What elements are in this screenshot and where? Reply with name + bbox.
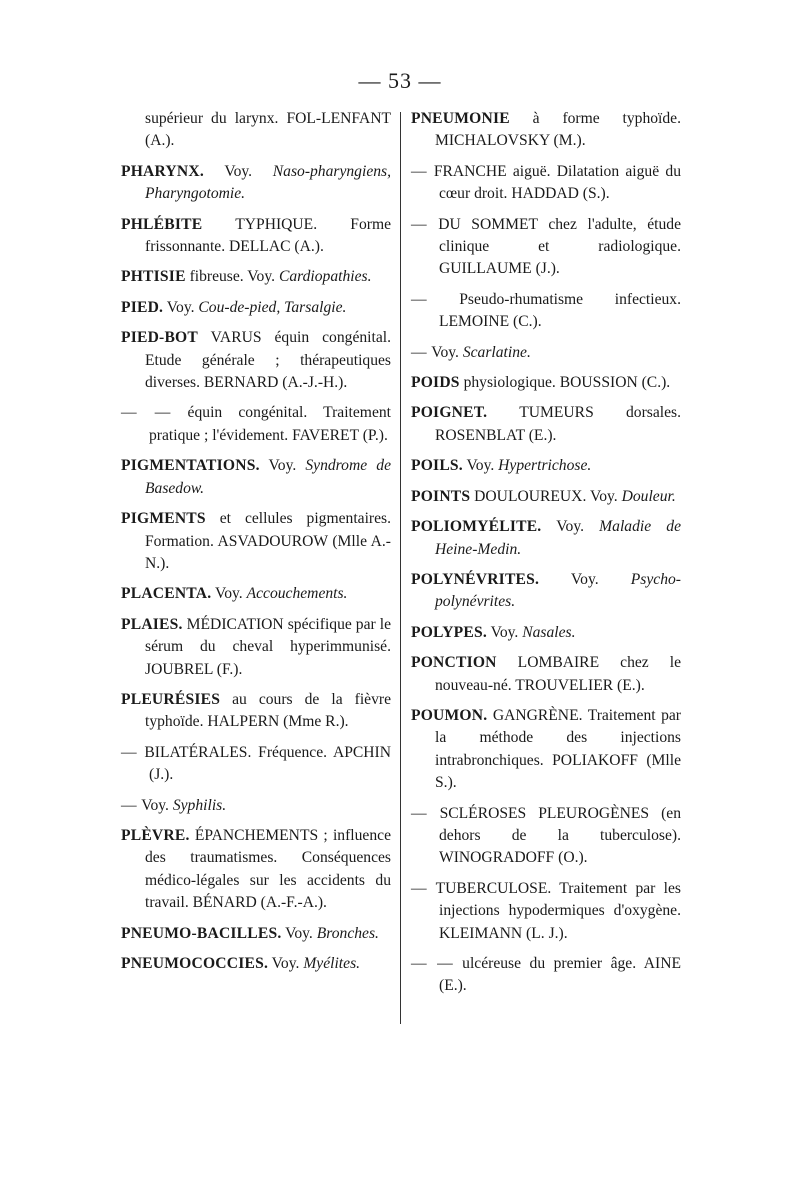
entry-text: Pseudo-rhumatisme infectieux. LEMOINE (C.).: [427, 290, 681, 331]
entry-headword: POUMON.: [411, 706, 488, 724]
repeat-dash: — —: [411, 955, 454, 972]
sub-entry: [121, 402, 391, 447]
entry-text: TUMEURS dorsales. ROSENBLAT (E.).: [435, 404, 681, 444]
entry-headword: PLACENTA.: [121, 585, 212, 603]
entry-text: Voy.: [163, 298, 199, 316]
cross-reference: Scarlatine.: [462, 343, 531, 361]
index-entry: [411, 569, 681, 614]
index-entry: [121, 455, 391, 500]
index-entry: [121, 583, 391, 605]
entry-headword: POIGNET.: [411, 404, 488, 422]
entry-text: TYPHIQUE. Forme frissonnante. DELLAC (A.).: [145, 215, 391, 256]
index-entry: [411, 372, 681, 394]
entry-text: supérieur du larynx. FOL-LENFANT (A.).: [145, 110, 391, 150]
repeat-dash: —: [121, 796, 138, 814]
entry-headword: PNEUMO-BACILLES.: [121, 924, 282, 942]
entry-headword: PLÈVRE.: [121, 826, 190, 844]
entry-text: équin congénital. Traitement pratique ; l'évidement. FAVERET (P.).: [149, 404, 391, 444]
repeat-dash: —: [121, 743, 138, 761]
entry-text: au cours de la fièvre typhoïde. HALPERN (Mme R.).: [145, 690, 391, 731]
entry-text: Voy.: [203, 162, 273, 180]
entry-headword: POLYPES.: [411, 623, 487, 641]
sub-entry: [411, 289, 681, 334]
entry-headword: PHTISIE: [121, 268, 186, 286]
cross-reference: Syphilis.: [172, 796, 227, 814]
cross-reference: Cardiopathies.: [278, 268, 372, 286]
index-entry: [411, 402, 681, 447]
sub-entry: [411, 878, 681, 945]
cross-reference: Psycho-polynévrites.: [435, 570, 681, 611]
entry-text: BILATÉRALES. Fréquence. APCHIN (J.).: [137, 743, 391, 784]
entry-text: Voy.: [268, 955, 304, 972]
entry-headword: PHLÉBITE: [121, 215, 203, 233]
index-entry: [411, 455, 681, 477]
index-entry: [121, 953, 391, 975]
entry-headword: POLIOMYÉLITE.: [411, 518, 542, 536]
page-number: — 53 —: [358, 68, 442, 93]
index-entry: [411, 705, 681, 795]
cross-reference: Accouchements.: [246, 585, 348, 603]
repeat-dash: —: [411, 879, 428, 897]
repeat-dash: —: [411, 804, 428, 822]
entry-text: physiologique. BOUSSION (C.).: [459, 374, 671, 392]
cross-reference: Hypertrichose.: [498, 457, 592, 475]
index-entry: [121, 923, 391, 945]
entry-text: ÉPANCHEMENTS ; influence des traumatismes. Conséquences médico-légales sur les accidents du travail. BÉNARD (A.-F.-A.).: [145, 826, 391, 912]
entry-text: DOULOUREUX. Voy.: [470, 487, 622, 505]
right-column: [411, 108, 681, 1006]
repeat-dash: —: [411, 290, 428, 308]
index-entry: [411, 108, 681, 153]
index-entry: [121, 161, 391, 206]
continued-entry: [121, 108, 391, 153]
repeat-dash: — —: [121, 404, 172, 422]
entry-headword: PONCTION: [411, 654, 497, 672]
entry-text: MÉDICATION spécifique par le sérum du cheval hyperimmunisé. JOUBREL (F.).: [145, 615, 391, 678]
entry-text: Voy.: [541, 518, 600, 536]
index-entry: [411, 486, 681, 508]
entry-text: à forme typhoïde. MICHALOVSKY (M.).: [435, 110, 681, 150]
entry-headword: PLEURÉSIES: [121, 690, 221, 708]
entry-headword: PIGMENTS: [121, 510, 206, 528]
entry-headword: PIGMENTATIONS.: [121, 457, 260, 475]
index-entry: [121, 689, 391, 734]
entry-text: FRANCHE aiguë. Dilatation aiguë du cœur droit. HADDAD (S.).: [427, 162, 681, 203]
entry-text: Voy.: [539, 570, 631, 588]
index-entry: [121, 266, 391, 288]
entry-text: Voy.: [462, 457, 499, 475]
cross-reference: Naso-pharyngiens, Pharyngotomie.: [145, 162, 391, 203]
entry-headword: PIED.: [121, 298, 164, 316]
entry-text: SCLÉROSES PLEUROGÈNES (en dehors de la tuberculose). WINOGRADOFF (O.).: [427, 804, 681, 867]
entry-text: LOMBAIRE chez le nouveau-né. TROUVELIER (E.).: [435, 654, 681, 694]
entry-text: ulcéreuse du premier âge. AINE (E.).: [439, 955, 681, 995]
index-entry: [121, 327, 391, 394]
entry-text: Voy.: [427, 343, 463, 361]
cross-reference: Syndrome de Basedow.: [145, 457, 391, 497]
sub-entry: [411, 214, 681, 281]
index-entry: [121, 214, 391, 259]
repeat-dash: —: [411, 162, 428, 180]
entry-text: Voy.: [137, 796, 173, 814]
entry-headword: POINTS: [411, 487, 471, 505]
sub-entry: [411, 803, 681, 870]
left-column: [121, 108, 391, 983]
sub-entry: [121, 795, 391, 817]
cross-reference: Cou-de-pied, Tarsalgie.: [198, 298, 347, 316]
entry-text: et cellules pigmentaires. Formation. ASVADOUROW (Mlle A.-N.).: [145, 510, 391, 572]
repeat-dash: —: [411, 343, 428, 361]
sub-entry: [121, 742, 391, 787]
cross-reference: Bronches.: [316, 924, 379, 942]
cross-reference: Myélites.: [303, 955, 361, 972]
entry-headword: POIDS: [411, 374, 460, 392]
entry-text: Voy.: [259, 457, 306, 475]
sub-entry: [411, 953, 681, 998]
entry-text: Voy.: [486, 623, 523, 641]
index-entry: [121, 825, 391, 915]
repeat-dash: —: [411, 215, 428, 233]
index-entry: [121, 297, 391, 319]
index-entry: [411, 652, 681, 697]
entry-text: TUBERCULOSE. Traitement par les injections hypodermiques d'oxygène. KLEIMANN (L. J.).: [427, 879, 681, 942]
entry-headword: POLYNÉVRITES.: [411, 570, 540, 588]
entry-text: Voy.: [281, 924, 317, 942]
entry-headword: POILS.: [411, 457, 463, 475]
entry-text: VARUS équin congénital. Etude générale ; thérapeutiques diverses. BERNARD (A.-J.-H.).: [145, 329, 391, 392]
cross-reference: Nasales.: [522, 623, 576, 641]
entry-headword: PLAIES.: [121, 615, 183, 633]
entry-text: Voy.: [211, 585, 247, 603]
index-entry: [121, 508, 391, 575]
entry-headword: PNEUMONIE: [411, 110, 510, 127]
index-entry: [411, 622, 681, 644]
sub-entry: [411, 161, 681, 206]
entry-text: GANGRÈNE. Traitement par la méthode des injections intrabronchiques. POLIAKOFF (Mlle S.).: [435, 706, 681, 792]
entry-headword: PNEUMOCOCCIES.: [121, 955, 269, 972]
sub-entry: [411, 342, 681, 364]
cross-reference: Maladie de Heine-Medin.: [435, 518, 681, 558]
entry-headword: PIED-BOT: [121, 329, 198, 347]
index-entry: [411, 516, 681, 561]
entry-text: fibreuse. Voy.: [185, 268, 279, 286]
entry-text: DU SOMMET chez l'adulte, étude clinique et radiologique. GUILLAUME (J.).: [427, 215, 681, 278]
cross-reference: Douleur.: [621, 487, 676, 505]
index-entry: [121, 614, 391, 681]
column-divider: [400, 112, 401, 1024]
entry-headword: PHARYNX.: [121, 162, 204, 180]
